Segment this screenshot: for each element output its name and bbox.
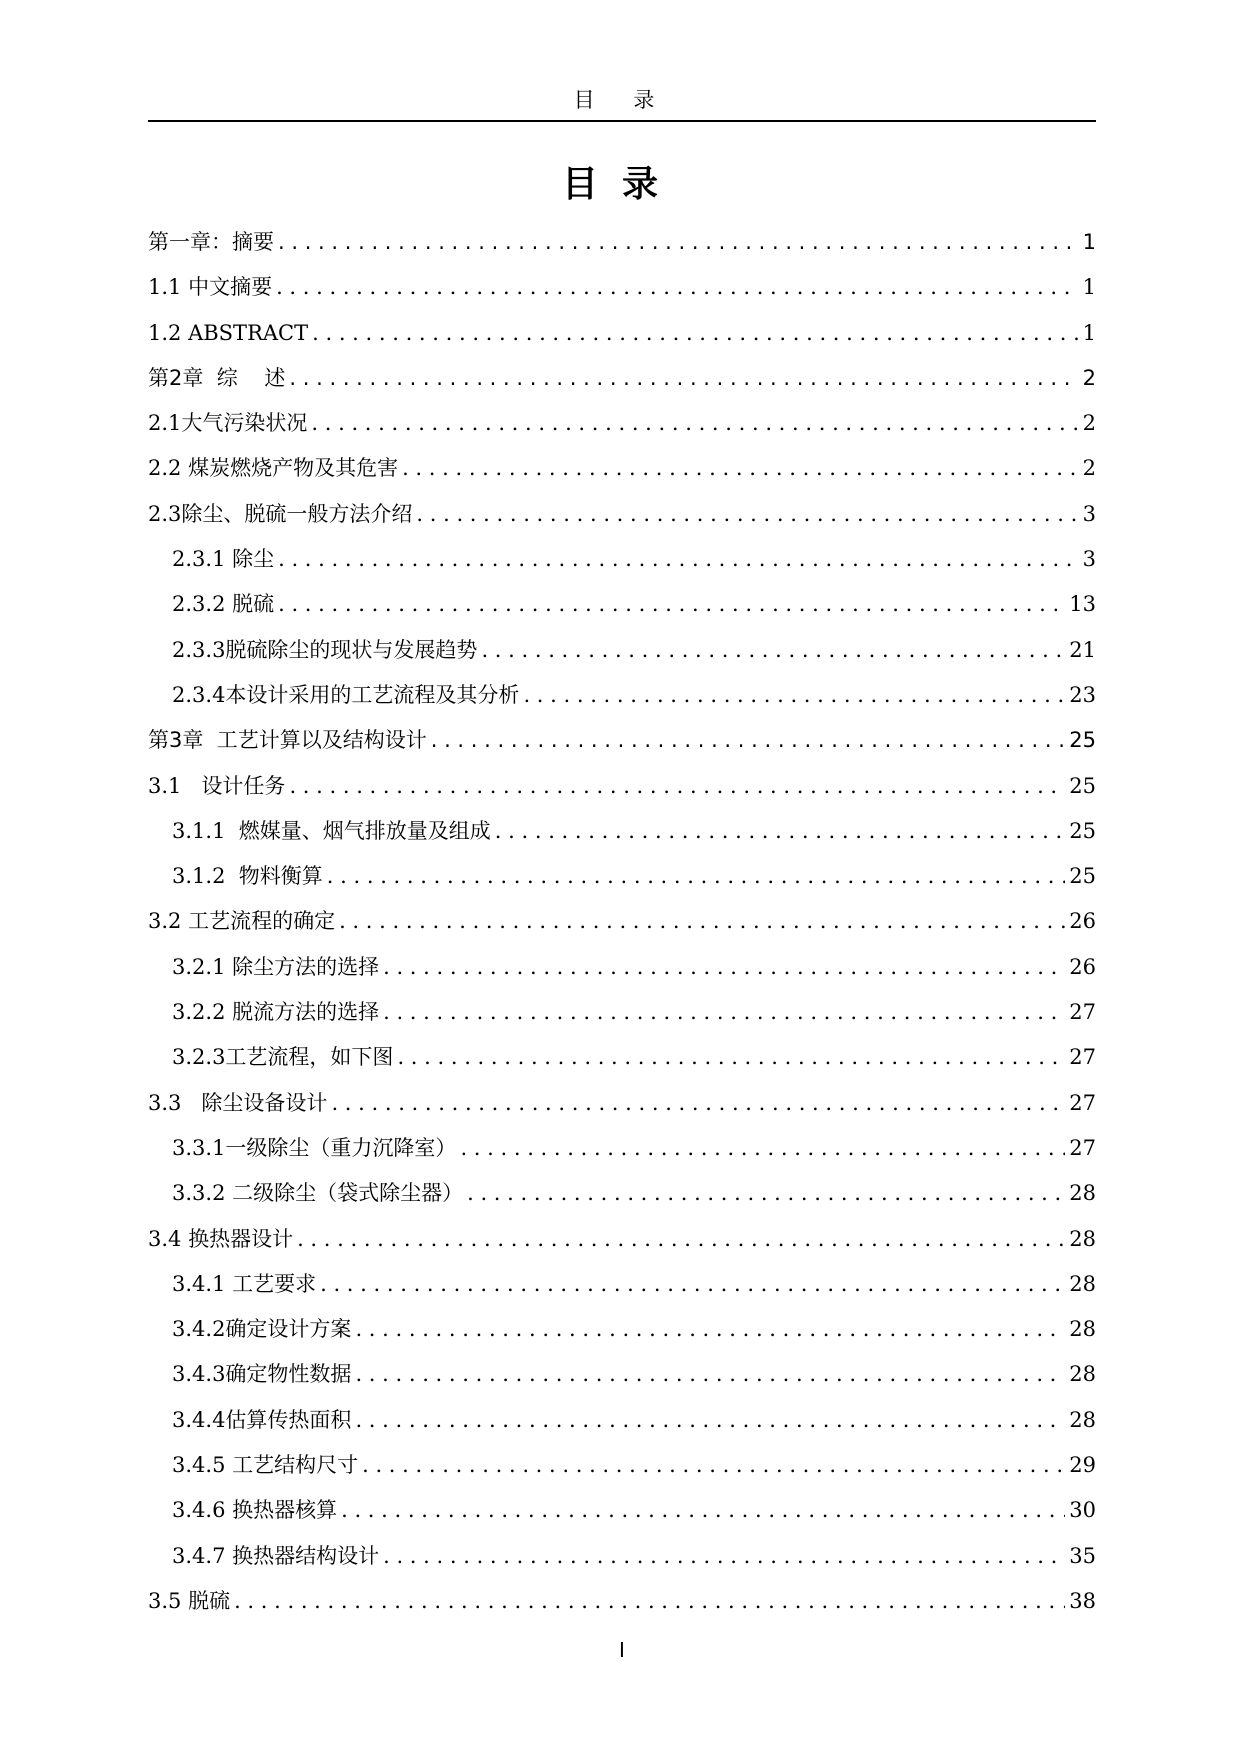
toc-entry-label: 2.1大气污染状况 (148, 411, 308, 436)
toc-entry-label: 3.2.2 脱流方法的选择 (172, 1000, 380, 1025)
toc-entry-label: 2.3.2 脱硫 (172, 592, 275, 617)
toc-entry-label: 第3章 工艺计算以及结构设计 (148, 728, 427, 753)
toc-entry-page: 21 (1069, 637, 1096, 662)
toc-dot-leader (362, 1443, 1065, 1488)
toc-entry-page: 1 (1082, 275, 1096, 300)
toc-entry[interactable] (148, 854, 1096, 899)
toc-entry-page: 1 (1082, 230, 1096, 254)
toc-dot-leader (278, 537, 1078, 582)
toc-entry-page: 30 (1069, 1498, 1096, 1523)
toc-entry-label: 2.2 煤炭燃烧产物及其危害 (148, 456, 399, 481)
toc-dot-leader (339, 899, 1065, 944)
toc-entry[interactable] (148, 1171, 1096, 1216)
toc-entry[interactable] (148, 990, 1096, 1035)
toc-entry[interactable] (148, 1126, 1096, 1171)
toc-title: 目录 (561, 164, 682, 205)
toc-entry-page: 25 (1069, 864, 1096, 889)
toc-entry-label: 2.3.3脱硫除尘的现状与发展趋势 (172, 637, 478, 662)
toc-entry-label: 3.4 换热器设计 (148, 1226, 294, 1251)
page-number: I (619, 1638, 625, 1662)
toc-dot-leader (276, 265, 1078, 310)
toc-entry-page: 25 (1069, 818, 1096, 843)
toc-entry-label: 第一章：摘要 (148, 230, 274, 254)
toc-entry[interactable] (148, 220, 1096, 265)
toc-dot-leader (383, 990, 1065, 1035)
toc-entry[interactable] (148, 1262, 1096, 1307)
toc-entry-page: 2 (1082, 411, 1096, 436)
toc-entry-label: 2.3.4本设计采用的工艺流程及其分析 (172, 682, 520, 707)
toc-entry-page: 28 (1069, 1407, 1096, 1432)
toc-dot-leader (431, 718, 1066, 763)
running-header: 目 录 (573, 88, 671, 112)
toc-entry-label: 3.2.1 除尘方法的选择 (172, 954, 380, 979)
toc-entry-page: 25 (1069, 728, 1096, 753)
toc-entry-label: 3.3 除尘设备设计 (148, 1090, 328, 1115)
toc-dot-leader (341, 1488, 1065, 1533)
toc-entry[interactable] (148, 1307, 1096, 1352)
toc-dot-leader (297, 1217, 1065, 1262)
toc-dot-leader (397, 1035, 1065, 1080)
toc-entry[interactable] (148, 1488, 1096, 1533)
toc-entry[interactable] (148, 764, 1096, 809)
toc-dot-leader (311, 401, 1078, 446)
toc-entry-label: 3.4.1 工艺要求 (172, 1271, 317, 1296)
toc-entry-page: 28 (1069, 1362, 1096, 1387)
toc-entry-page: 3 (1082, 547, 1096, 572)
toc-entry-page: 27 (1069, 1045, 1096, 1070)
toc-entry-label: 2.3除尘、脱硫一般方法介绍 (148, 501, 413, 526)
toc-entry[interactable] (148, 1217, 1096, 1262)
toc-entry-page: 26 (1069, 909, 1096, 934)
toc-entry[interactable] (148, 1352, 1096, 1397)
toc-entry-label: 1.2 ABSTRACT (148, 320, 309, 345)
toc-dot-leader (312, 311, 1078, 356)
toc-dot-leader (523, 673, 1065, 718)
toc-dot-leader (383, 1534, 1065, 1579)
toc-entry-page: 27 (1069, 1090, 1096, 1115)
toc-entry-label: 3.1.2 物料衡算 (172, 864, 323, 889)
toc-entry[interactable] (148, 1579, 1096, 1624)
toc-entry-page: 2 (1082, 456, 1096, 481)
toc-dot-leader (467, 1171, 1065, 1216)
toc-entry-page: 27 (1069, 1135, 1096, 1160)
toc-dot-leader (481, 628, 1065, 673)
toc-dot-leader (460, 1126, 1065, 1171)
toc-entry-page: 28 (1069, 1271, 1096, 1296)
toc-dot-leader (278, 582, 1065, 627)
toc-entry-label: 3.5 脱硫 (148, 1588, 231, 1613)
toc-dot-leader (278, 220, 1078, 265)
toc-entry[interactable] (148, 446, 1096, 491)
toc-entry[interactable] (148, 1398, 1096, 1443)
toc-entry[interactable] (148, 718, 1096, 763)
toc-entry-page: 38 (1069, 1588, 1096, 1613)
toc-entry-label: 3.4.7 换热器结构设计 (172, 1543, 380, 1568)
toc-entry-label: 3.4.6 换热器核算 (172, 1498, 338, 1523)
toc-entry[interactable] (148, 311, 1096, 356)
toc-entry[interactable] (148, 582, 1096, 627)
toc-entry[interactable] (148, 1035, 1096, 1080)
toc-dot-leader (289, 356, 1078, 401)
toc-entry-page: 29 (1069, 1453, 1096, 1478)
toc-entry[interactable] (148, 1081, 1096, 1126)
toc-entry[interactable] (148, 899, 1096, 944)
toc-entry[interactable] (148, 809, 1096, 854)
toc-entry-label: 2.3.1 除尘 (172, 547, 275, 572)
toc-dot-leader (416, 492, 1078, 537)
toc-dot-leader (383, 945, 1065, 990)
toc-entry[interactable] (148, 265, 1096, 310)
toc-entry-page: 28 (1069, 1181, 1096, 1206)
toc-entry[interactable] (148, 1534, 1096, 1579)
toc-entry-page: 2 (1082, 365, 1096, 390)
toc-entry[interactable] (148, 537, 1096, 582)
toc-dot-leader (355, 1307, 1065, 1352)
toc-entry[interactable] (148, 628, 1096, 673)
toc-dot-leader (234, 1579, 1065, 1624)
toc-entry-label: 3.3.1一级除尘（重力沉降室） (172, 1135, 457, 1160)
toc-entry-label: 3.2 工艺流程的确定 (148, 909, 336, 934)
toc-entry-label: 3.2.3工艺流程，如下图 (172, 1045, 394, 1070)
toc-entry[interactable] (148, 401, 1096, 446)
toc-entry-label: 第2章 综 述 (148, 365, 286, 390)
toc-entry-page: 13 (1069, 592, 1096, 617)
toc-entry-page: 25 (1069, 773, 1096, 798)
toc-dot-leader (495, 809, 1065, 854)
toc-entry-page: 28 (1069, 1317, 1096, 1342)
toc-dot-leader (331, 1081, 1065, 1126)
table-of-contents (148, 220, 1096, 1624)
toc-entry-label: 3.4.2确定设计方案 (172, 1317, 352, 1342)
toc-entry-page: 3 (1082, 501, 1096, 526)
toc-entry-label: 3.1.1 燃媒量、烟气排放量及组成 (172, 818, 491, 843)
toc-entry-label: 3.4.5 工艺结构尺寸 (172, 1453, 359, 1478)
toc-entry[interactable] (148, 945, 1096, 990)
toc-entry[interactable] (148, 356, 1096, 401)
toc-entry-label: 1.1 中文摘要 (148, 275, 273, 300)
toc-entry[interactable] (148, 673, 1096, 718)
toc-entry-page: 26 (1069, 954, 1096, 979)
toc-entry-page: 35 (1069, 1543, 1096, 1568)
header-rule (148, 120, 1096, 122)
toc-entry-page: 1 (1082, 320, 1096, 345)
toc-entry-page: 23 (1069, 682, 1096, 707)
toc-dot-leader (327, 854, 1065, 899)
toc-dot-leader (355, 1398, 1065, 1443)
toc-entry-label: 3.3.2 二级除尘（袋式除尘器） (172, 1181, 464, 1206)
toc-entry-label: 3.4.3确定物性数据 (172, 1362, 352, 1387)
toc-dot-leader (320, 1262, 1065, 1307)
toc-entry[interactable] (148, 492, 1096, 537)
toc-entry-page: 27 (1069, 1000, 1096, 1025)
toc-entry-page: 28 (1069, 1226, 1096, 1251)
toc-dot-leader (402, 446, 1078, 491)
toc-entry-label: 3.1 设计任务 (148, 773, 286, 798)
toc-entry-label: 3.4.4估算传热面积 (172, 1407, 352, 1432)
toc-entry[interactable] (148, 1443, 1096, 1488)
toc-dot-leader (355, 1352, 1065, 1397)
toc-dot-leader (289, 764, 1065, 809)
